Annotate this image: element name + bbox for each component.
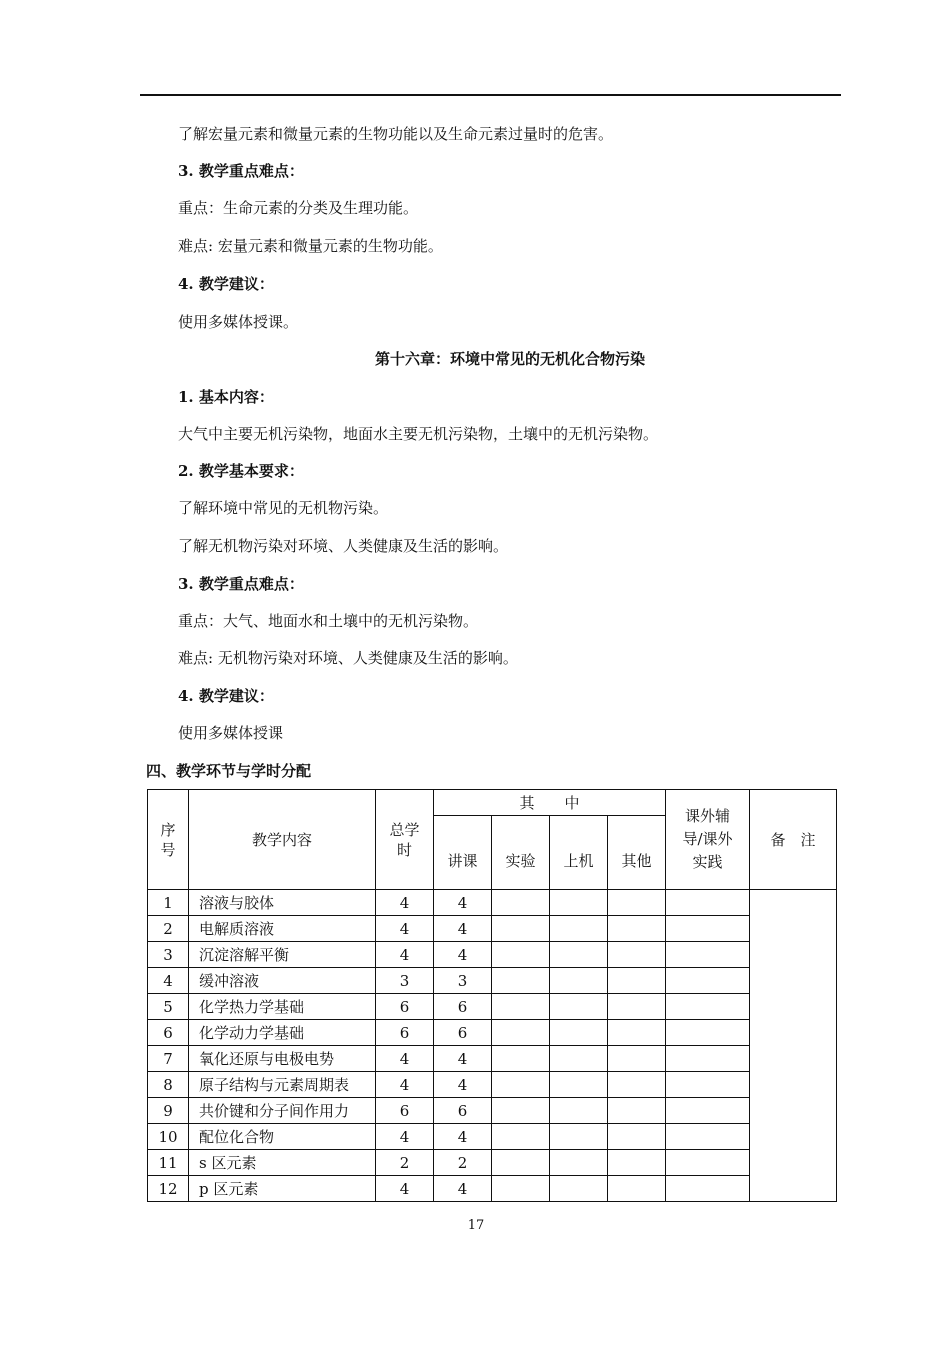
header-computer: 上机: [550, 816, 608, 890]
row-content: 溶液与胶体: [189, 890, 376, 916]
table-row: [148, 1020, 837, 1046]
row-other: [608, 968, 666, 994]
row-total: 4: [376, 890, 434, 916]
row-other: [608, 1020, 666, 1046]
row-lecture: 4: [434, 1072, 492, 1098]
row-lab: [492, 1124, 550, 1150]
table-row: [148, 1176, 837, 1202]
text-line: 使用多媒体授课。: [178, 313, 299, 331]
header-lecture: 讲课: [434, 816, 492, 890]
row-other: [608, 942, 666, 968]
header-tutoring: 课外辅导/课外实践: [666, 790, 750, 890]
row-lecture: 4: [434, 942, 492, 968]
row-computer: [550, 1046, 608, 1072]
row-tutoring: [666, 916, 750, 942]
header-rule: [140, 94, 841, 96]
row-seq: 3: [148, 942, 189, 968]
row-content: s 区元素: [189, 1150, 376, 1176]
row-lecture: 4: [434, 1176, 492, 1202]
row-seq: 10: [148, 1124, 189, 1150]
row-other: [608, 1098, 666, 1124]
row-content: 配位化合物: [189, 1124, 376, 1150]
row-computer: [550, 1176, 608, 1202]
row-computer: [550, 942, 608, 968]
row-lab: [492, 968, 550, 994]
section-title: 四、教学环节与学时分配: [146, 762, 312, 780]
row-seq: 9: [148, 1098, 189, 1124]
row-seq: 11: [148, 1150, 189, 1176]
row-content: 原子结构与元素周期表: [189, 1072, 376, 1098]
header-among: 其 中: [434, 790, 666, 816]
subheading: 4. 教学建议：: [178, 275, 274, 293]
header-other: 其他: [608, 816, 666, 890]
subheading: 3. 教学重点难点：: [178, 162, 304, 180]
header-content: 教学内容: [189, 790, 376, 890]
row-seq: 1: [148, 890, 189, 916]
row-content: p 区元素: [189, 1176, 376, 1202]
hours-allocation-table: [147, 789, 837, 1202]
row-computer: [550, 1124, 608, 1150]
row-tutoring: [666, 1098, 750, 1124]
row-total: 6: [376, 1020, 434, 1046]
row-lecture: 3: [434, 968, 492, 994]
row-tutoring: [666, 942, 750, 968]
row-other: [608, 1150, 666, 1176]
row-tutoring: [666, 1176, 750, 1202]
header-lab: 实验: [492, 816, 550, 890]
row-total: 6: [376, 994, 434, 1020]
row-lab: [492, 1098, 550, 1124]
row-other: [608, 916, 666, 942]
row-total: 4: [376, 916, 434, 942]
table-row: [148, 994, 837, 1020]
row-seq: 6: [148, 1020, 189, 1046]
row-computer: [550, 968, 608, 994]
row-total: 6: [376, 1098, 434, 1124]
row-tutoring: [666, 968, 750, 994]
row-lecture: 6: [434, 994, 492, 1020]
row-content: 沉淀溶解平衡: [189, 942, 376, 968]
row-lab: [492, 1020, 550, 1046]
table-row: [148, 1124, 837, 1150]
row-computer: [550, 1150, 608, 1176]
row-tutoring: [666, 1020, 750, 1046]
table-row: [148, 890, 837, 916]
row-computer: [550, 1020, 608, 1046]
row-other: [608, 994, 666, 1020]
row-lecture: 4: [434, 1124, 492, 1150]
row-total: 4: [376, 1072, 434, 1098]
row-remarks: [750, 890, 837, 1202]
row-total: 2: [376, 1150, 434, 1176]
row-lecture: 2: [434, 1150, 492, 1176]
row-lecture: 4: [434, 890, 492, 916]
row-lecture: 6: [434, 1098, 492, 1124]
table-row: [148, 942, 837, 968]
row-lab: [492, 916, 550, 942]
row-tutoring: [666, 1124, 750, 1150]
row-tutoring: [666, 1150, 750, 1176]
table-row: [148, 1098, 837, 1124]
row-lab: [492, 994, 550, 1020]
row-content: 化学动力学基础: [189, 1020, 376, 1046]
subheading: 4. 教学建议：: [178, 687, 274, 705]
text-line: 了解环境中常见的无机物污染。: [178, 499, 389, 517]
row-total: 4: [376, 1124, 434, 1150]
header-seq: 序号: [148, 790, 189, 890]
row-lecture: 4: [434, 916, 492, 942]
header-total: 总学时: [376, 790, 434, 890]
row-lecture: 4: [434, 1046, 492, 1072]
row-other: [608, 890, 666, 916]
row-lab: [492, 890, 550, 916]
text-line: 使用多媒体授课: [178, 724, 284, 742]
row-lecture: 6: [434, 1020, 492, 1046]
row-tutoring: [666, 994, 750, 1020]
subheading: 3. 教学重点难点：: [178, 575, 304, 593]
subheading: 2. 教学基本要求：: [178, 462, 304, 480]
row-computer: [550, 1098, 608, 1124]
row-lab: [492, 1176, 550, 1202]
row-lab: [492, 1150, 550, 1176]
row-tutoring: [666, 1046, 750, 1072]
table-row: [148, 968, 837, 994]
table-row: [148, 1046, 837, 1072]
row-lab: [492, 1072, 550, 1098]
row-other: [608, 1046, 666, 1072]
table-row: [148, 1150, 837, 1176]
row-content: 缓冲溶液: [189, 968, 376, 994]
chapter-title: 第十六章：环境中常见的无机化合物污染: [374, 350, 645, 368]
row-seq: 7: [148, 1046, 189, 1072]
row-lab: [492, 942, 550, 968]
row-content: 氧化还原与电极电势: [189, 1046, 376, 1072]
subheading: 1. 基本内容：: [178, 388, 274, 406]
row-total: 4: [376, 1046, 434, 1072]
row-content: 电解质溶液: [189, 916, 376, 942]
row-computer: [550, 916, 608, 942]
header-remarks: 备 注: [750, 790, 837, 890]
row-other: [608, 1124, 666, 1150]
text-line: 难点: 宏量元素和微量元素的生物功能。: [178, 237, 443, 255]
row-content: 共价键和分子间作用力: [189, 1098, 376, 1124]
row-seq: 8: [148, 1072, 189, 1098]
row-total: 4: [376, 942, 434, 968]
row-seq: 12: [148, 1176, 189, 1202]
row-content: 化学热力学基础: [189, 994, 376, 1020]
row-computer: [550, 994, 608, 1020]
table-row: [148, 1072, 837, 1098]
row-total: 4: [376, 1176, 434, 1202]
row-total: 3: [376, 968, 434, 994]
text-line: 重点：生命元素的分类及生理功能。: [178, 199, 419, 217]
text-line: 难点: 无机物污染对环境、人类健康及生活的影响。: [178, 649, 518, 667]
row-seq: 2: [148, 916, 189, 942]
row-seq: 4: [148, 968, 189, 994]
row-computer: [550, 890, 608, 916]
row-lab: [492, 1046, 550, 1072]
text-line: 了解无机物污染对环境、人类健康及生活的影响。: [178, 537, 509, 555]
row-computer: [550, 1072, 608, 1098]
table-row: [148, 916, 837, 942]
row-other: [608, 1176, 666, 1202]
row-seq: 5: [148, 994, 189, 1020]
row-other: [608, 1072, 666, 1098]
text-line: 了解宏量元素和微量元素的生物功能以及生命元素过量时的危害。: [178, 125, 614, 143]
text-line: 重点：大气、地面水和土壤中的无机污染物。: [178, 612, 479, 630]
text-line: 大气中主要无机污染物，地面水主要无机污染物，土壤中的无机污染物。: [178, 425, 659, 443]
row-tutoring: [666, 1072, 750, 1098]
page-number: 17: [467, 1218, 485, 1233]
row-tutoring: [666, 890, 750, 916]
